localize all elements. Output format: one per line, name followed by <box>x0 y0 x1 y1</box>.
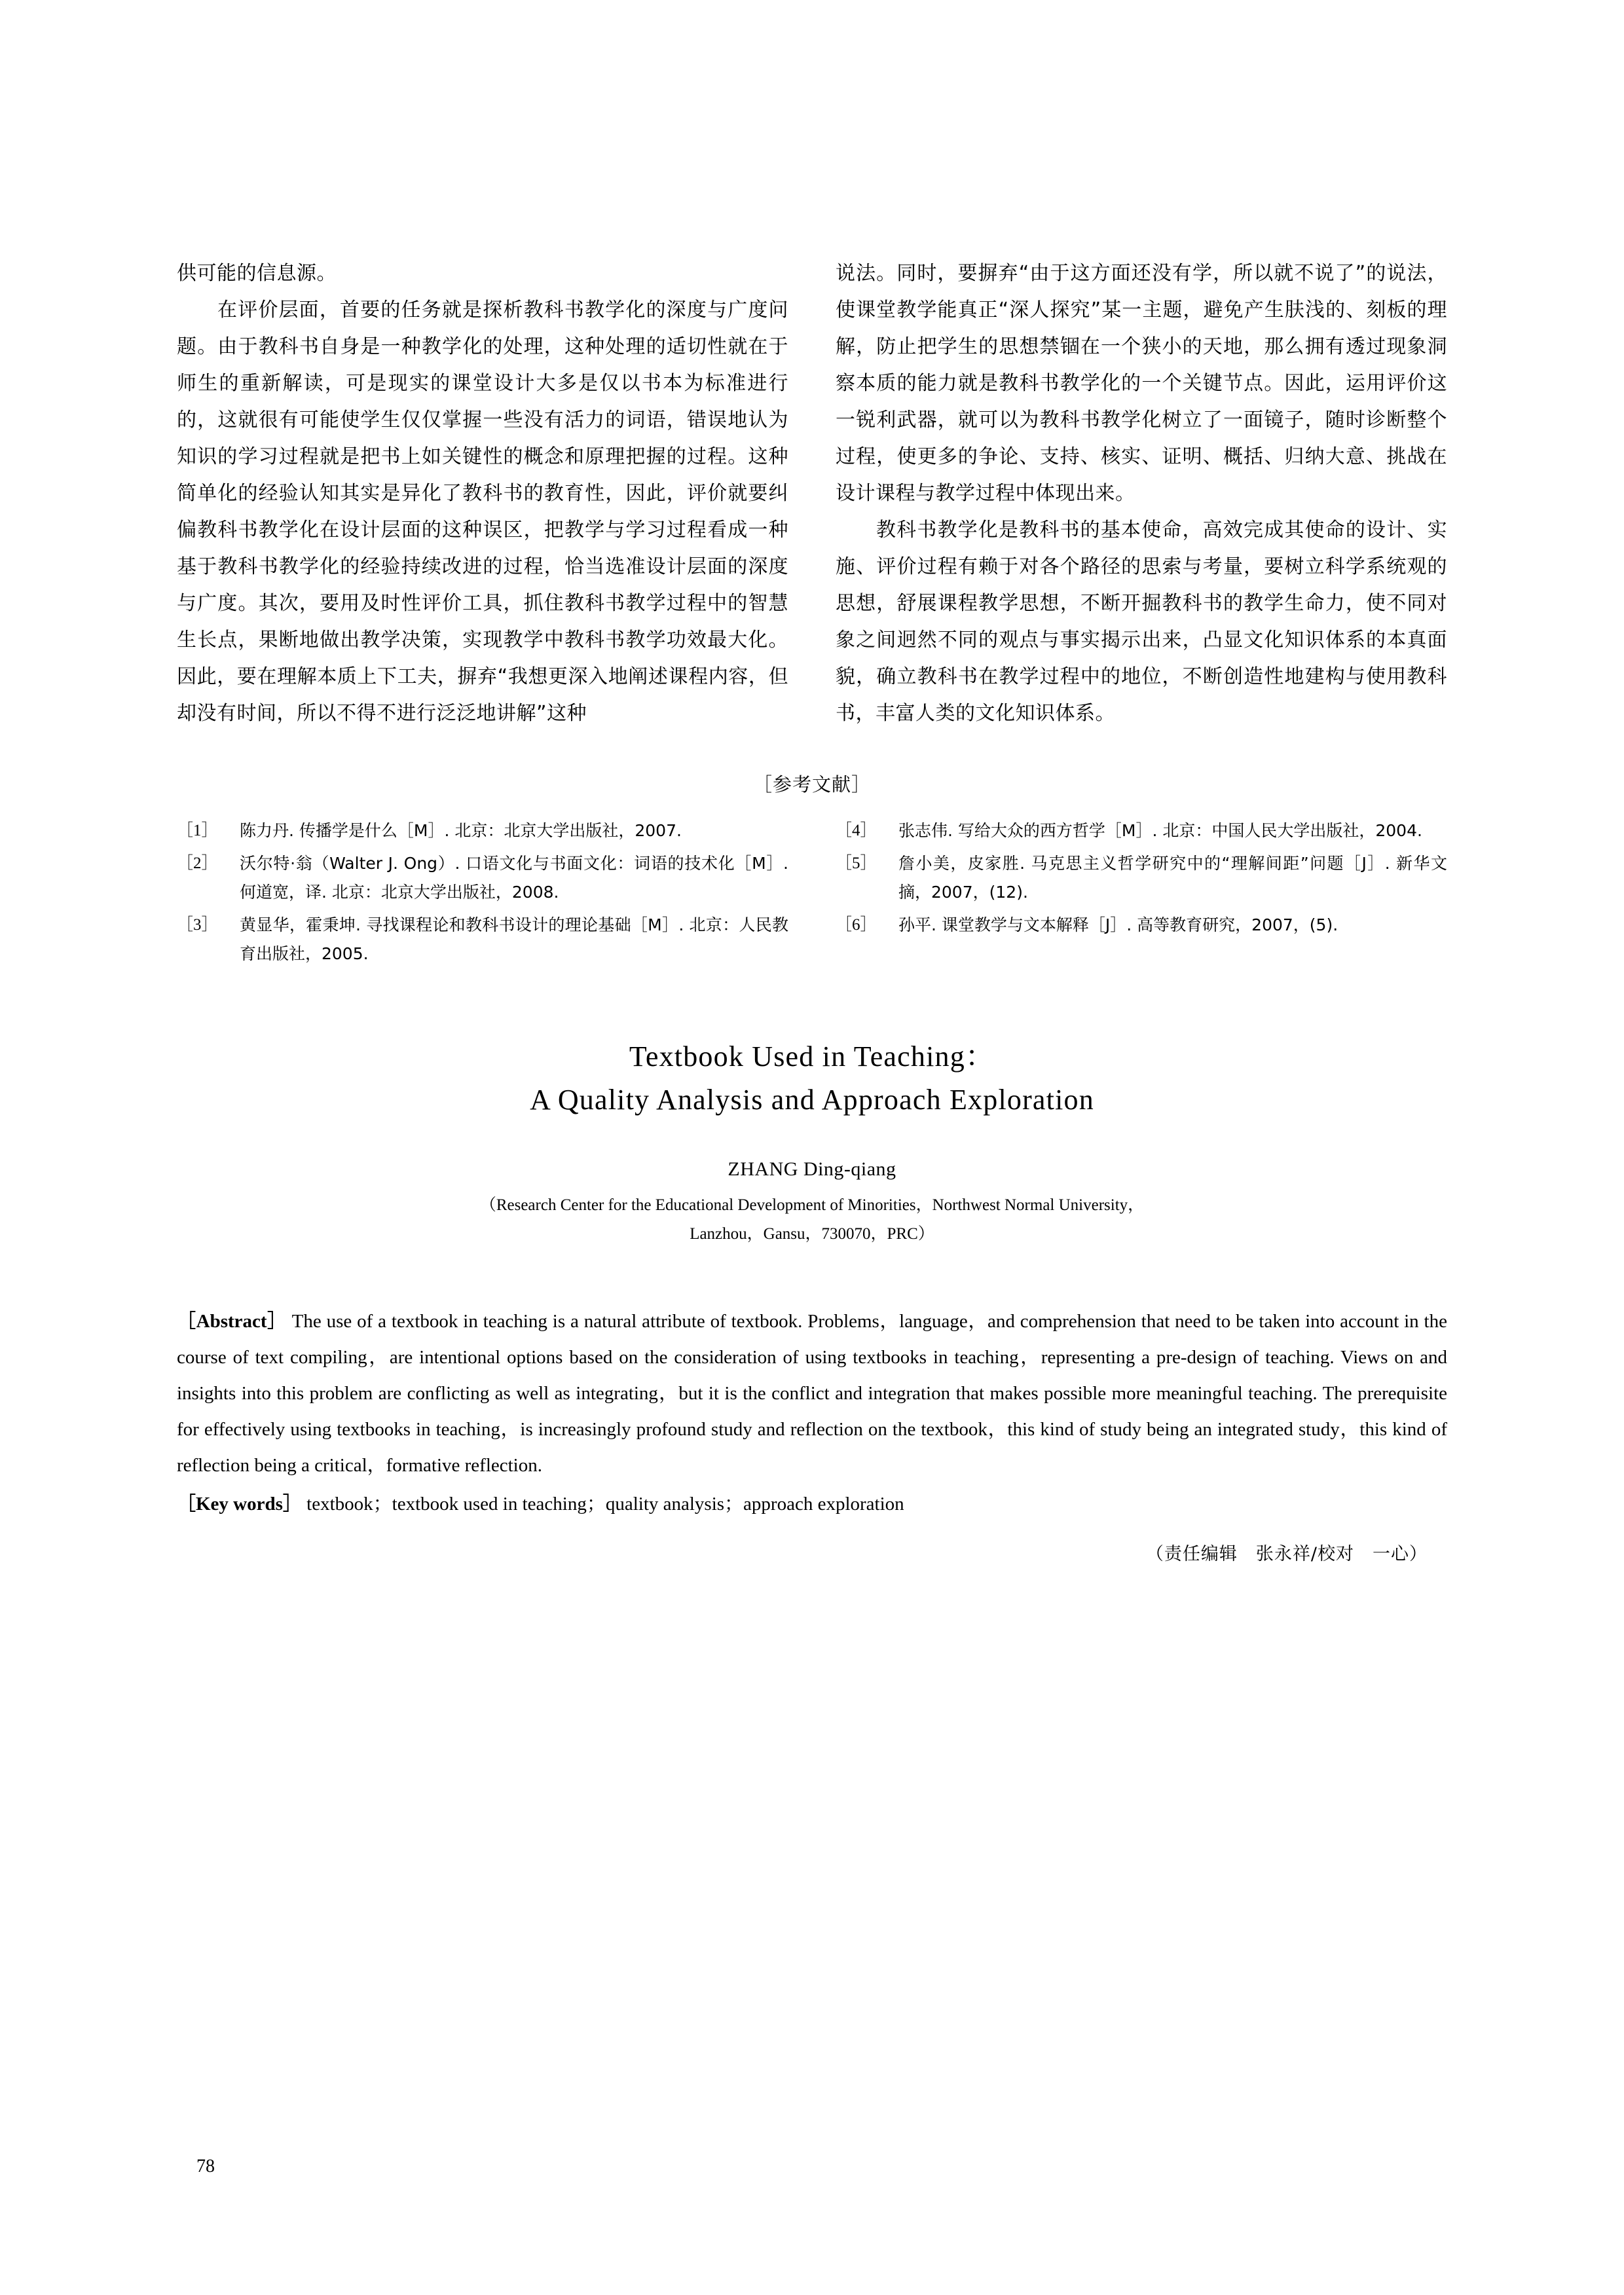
paragraph: 教科书教学化是教科书的基本使命，高效完成其使命的设计、实施、评价过程有赖于对各个路径的思索与考量，要树立科学系统观的思想，舒展课程教学思想，不断开掘教科书的教学生命力，使不同对象之间迥然不同的观点与事实揭示出来，凸显文化知识体系的本真面貌，确立教科书在教学过程中的地位，不断创造性地建构与使用教科书，丰富人类的文化知识体系。 <box>836 519 1447 725</box>
reference-item <box>177 849 788 907</box>
editor-credit: （责任编辑 张永祥/校对 一心） <box>1145 1544 1428 1564</box>
reference-number: ［2］ <box>177 854 218 872</box>
affiliation-line1: （Research Center for the Educational Development of Minorities，Northwest Normal University， <box>479 1196 1145 1214</box>
english-title-line2: A Quality Analysis and Approach Exploration <box>530 1084 1094 1116</box>
body-right-column <box>836 255 1447 732</box>
english-author: ZHANG Ding-qiang <box>728 1158 896 1180</box>
reference-number: ［6］ <box>836 916 877 934</box>
page-number: 78 <box>196 2156 215 2176</box>
reference-number: ［1］ <box>177 822 218 839</box>
references-right-column <box>836 817 1447 972</box>
paragraph: 在评价层面，首要的任务就是探析教科书教学化的深度与广度问题。由于教科书自身是一种教学化的处理，这种处理的适切性就在于师生的重新解读，可是现实的课堂设计大多是仅以书本为标准进行的，这就很有可能使学生仅仅掌握一些没有活力的词语，错误地认为知识的学习过程就是把书上如关键性的概念和原理把握的过程。这种简单化的经验认知其实是异化了教科书的教育性，因此，评价就要纠偏教科书教学化在设计层面的这种误区，把教学与学习过程看成一种基于教科书教学化的经验持续改进的过程，恰当选准设计层面的深度与广度。其次，要用及时性评价工具，抓住教科书教学过程中的智慧生长点，果断地做出教学决策，实现教学中教科书教学功效最大化。因此，要在理解本质上下工夫，摒弃“我想更深入地阐述课程内容，但却没有时间，所以不得不进行泛泛地讲解”这种 <box>177 299 788 725</box>
reference-text: 黄显华，霍秉坤. 寻找课程论和教科书设计的理论基础［M］. 北京：人民教育出版社，2005. <box>240 915 788 963</box>
abstract-label: ［Abstract］ <box>177 1311 287 1332</box>
article-body <box>177 255 1447 732</box>
reference-text: 孙平. 课堂教学与文本解释［J］. 高等教育研究，2007，(5). <box>898 915 1338 934</box>
reference-number: ［3］ <box>177 916 218 934</box>
reference-text: 陈力丹. 传播学是什么［M］. 北京：北京大学出版社，2007. <box>240 821 682 840</box>
reference-item <box>836 817 1447 845</box>
abstract-text: The use of a textbook in teaching is a natural attribute of textbook. Problems，language，and comprehension that need to be taken into account in the course of text compiling，are intentional options based on the consideration of using textbooks in teaching，representing a pre-design of teaching. Views on and insights into this problem are conflicting as well as integrating，but it is the conflict and integration that makes possible more meaningful teaching. The prerequisite for effectively using textbooks in teaching，is increasingly profound study and reflection on the textbook，this kind of study being an integrated study，this kind of reflection being a critical，formative reflection. <box>177 1311 1447 1476</box>
keywords-text: textbook；textbook used in teaching；quality analysis；approach exploration <box>306 1494 904 1515</box>
keywords-label: ［Key words］ <box>177 1494 302 1515</box>
reference-item <box>177 817 788 845</box>
reference-number: ［5］ <box>836 854 877 872</box>
reference-number: ［4］ <box>836 822 877 839</box>
english-affiliation <box>177 1191 1447 1249</box>
affiliation-line2: Lanzhou，Gansu，730070，PRC） <box>690 1225 934 1243</box>
abstract-block <box>177 1304 1447 1484</box>
reference-text: 沃尔特·翁（Walter J. Ong）. 口语文化与书面文化：词语的技术化［M］. 何道宽，译. 北京：北京大学出版社，2008. <box>240 854 788 902</box>
reference-item <box>177 911 788 968</box>
references-list <box>177 817 1447 972</box>
body-left-column <box>177 255 788 732</box>
references-left-column <box>177 817 788 972</box>
reference-item <box>836 849 1447 907</box>
english-title-line1: Textbook Used in Teaching： <box>629 1040 995 1073</box>
paragraph: 供可能的信息源。 <box>177 262 337 285</box>
keywords-block <box>177 1486 1447 1522</box>
english-title <box>177 1035 1447 1122</box>
reference-item <box>836 911 1447 940</box>
paragraph: 说法。同时，要摒弃“由于这方面还没有学，所以就不说了”的说法，使课堂教学能真正“深人探究”某一主题，避免产生肤浅的、刻板的理解，防止把学生的思想禁锢在一个狭小的天地，那么拥有透过现象洞察本质的能力就是教科书教学化的一个关键节点。因此，运用评价这一锐利武器，就可以为教科书教学化树立了一面镜子，随时诊断整个过程，使更多的争论、支持、核实、证明、概括、归纳大意、挑战在设计课程与教学过程中体现出来。 <box>836 262 1447 505</box>
references-heading: ［参考文献］ <box>752 773 871 796</box>
reference-text: 张志伟. 写给大众的西方哲学［M］. 北京：中国人民大学出版社，2004. <box>898 821 1422 840</box>
reference-text: 詹小美，皮家胜. 马克思主义哲学研究中的“理解间距”问题［J］. 新华文摘，2007，(12). <box>898 854 1447 902</box>
